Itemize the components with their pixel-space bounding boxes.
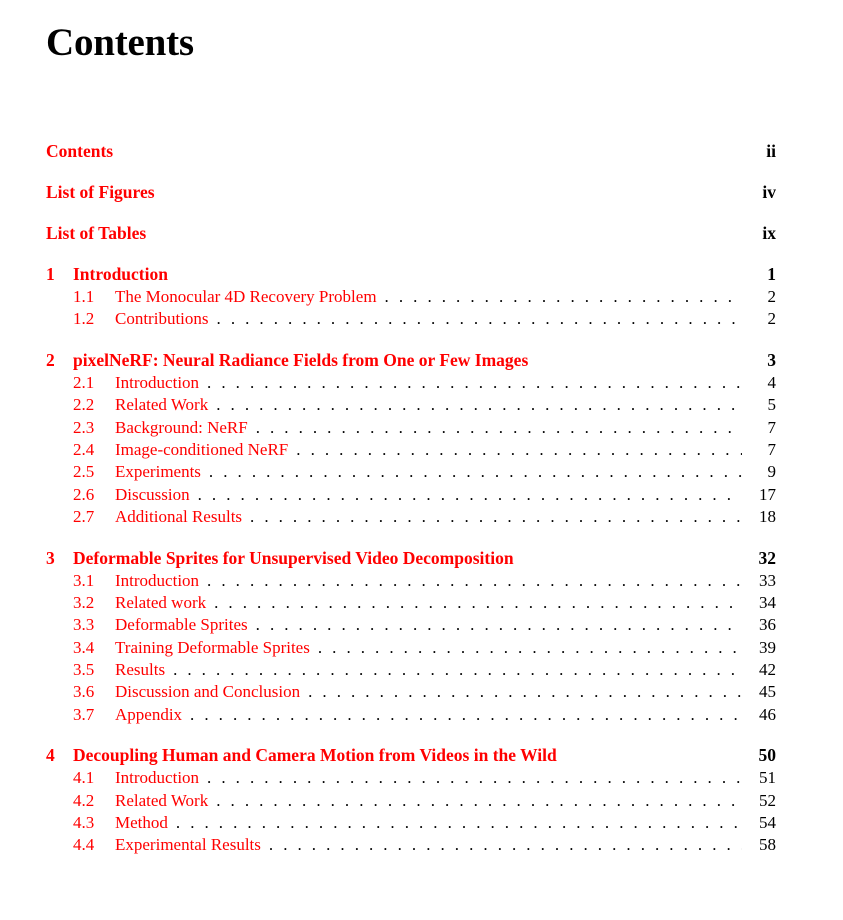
section-number[interactable]: 3.5 (73, 660, 95, 680)
toc-section-entry[interactable] (46, 637, 776, 659)
toc-chapter-entry[interactable] (46, 263, 776, 286)
chapter-number[interactable]: 3 (46, 547, 55, 568)
section-page-number[interactable]: 45 (759, 682, 776, 702)
chapter-number[interactable]: 2 (46, 349, 55, 370)
chapter-block (46, 263, 776, 331)
section-title-link[interactable]: Appendix (115, 704, 183, 724)
section-page-number[interactable]: 2 (767, 287, 776, 306)
section-number[interactable]: 4.3 (73, 813, 95, 833)
section-title-link[interactable]: Introduction (115, 570, 200, 590)
section-title-link[interactable]: Related work (115, 592, 207, 612)
dot-leader (176, 812, 742, 834)
section-page-number[interactable]: 39 (759, 637, 776, 657)
section-title-link[interactable]: Discussion (115, 484, 190, 504)
dot-leader (269, 834, 742, 856)
section-number[interactable]: 3.6 (73, 682, 95, 702)
section-page-number[interactable]: 46 (759, 704, 776, 724)
dot-leader (385, 286, 742, 308)
chapter-block (46, 349, 776, 529)
dot-leader (207, 372, 742, 394)
toc-section-entry[interactable] (46, 812, 776, 834)
section-number[interactable]: 2.5 (73, 462, 95, 482)
section-number[interactable]: 2.6 (73, 484, 95, 504)
chapter-number[interactable]: 4 (46, 745, 55, 766)
toc-section-entry[interactable] (46, 570, 776, 592)
toc-page-number[interactable]: iv (762, 182, 776, 202)
chapter-title-link[interactable]: Decoupling Human and Camera Motion from Videos in the Wild (73, 745, 557, 766)
chapter-title-link[interactable]: Deformable Sprites for Unsupervised Video Decomposition (73, 547, 514, 568)
section-page-number[interactable]: 36 (759, 615, 776, 635)
toc-section-entry[interactable] (46, 592, 776, 614)
dot-leader (256, 614, 742, 636)
chapter-page-number[interactable]: 32 (758, 547, 776, 568)
toc-section-entry[interactable] (46, 372, 776, 394)
table-of-contents (46, 140, 776, 857)
section-number[interactable]: 2.2 (73, 395, 95, 415)
section-title-link[interactable]: Experimental Results (115, 835, 261, 855)
section-number[interactable]: 2.1 (73, 372, 95, 392)
section-title-link[interactable]: Introduction (115, 768, 200, 788)
toc-section-entry[interactable] (46, 394, 776, 416)
page-title: Contents (46, 21, 194, 64)
chapter-block (46, 744, 776, 857)
section-title-link[interactable]: Training Deformable Sprites (115, 637, 310, 657)
section-page-number[interactable]: 9 (767, 462, 776, 482)
section-title-link[interactable]: Method (115, 813, 168, 833)
section-page-number[interactable]: 58 (759, 835, 776, 855)
dot-leader (207, 767, 742, 789)
section-page-number[interactable]: 33 (759, 570, 776, 590)
section-title-link[interactable]: Experiments (115, 462, 201, 482)
dot-leader (308, 681, 742, 703)
toc-front-entry[interactable] (46, 140, 776, 163)
section-number[interactable]: 3.1 (73, 570, 95, 590)
dot-leader (250, 506, 742, 528)
section-page-number[interactable]: 17 (759, 484, 776, 504)
section-number[interactable]: 3.3 (73, 615, 95, 635)
section-page-number[interactable]: 54 (759, 813, 776, 833)
dot-leader (214, 592, 742, 614)
section-title-link[interactable]: Background: NeRF (115, 417, 248, 437)
front-matter-list (46, 140, 776, 245)
toc-front-entry[interactable] (46, 181, 776, 204)
toc-section-entry[interactable] (46, 704, 776, 726)
section-page-number[interactable]: 2 (767, 309, 776, 329)
section-number[interactable]: 4.4 (73, 835, 95, 855)
chapter-page-number[interactable]: 1 (767, 264, 776, 284)
section-number[interactable]: 1.1 (73, 287, 95, 306)
toc-section-entry[interactable] (46, 484, 776, 506)
toc-page-number[interactable]: ii (766, 141, 776, 161)
section-number[interactable]: 2.3 (73, 417, 95, 437)
section-page-number[interactable]: 34 (759, 592, 776, 612)
section-page-number[interactable]: 52 (759, 790, 776, 810)
section-page-number[interactable]: 5 (767, 395, 776, 415)
toc-entry-title-link[interactable]: Contents (46, 141, 114, 161)
dot-leader (217, 308, 742, 330)
toc-section-entry[interactable] (46, 681, 776, 703)
section-title-link[interactable]: Related Work (115, 790, 209, 810)
chapter-number[interactable]: 1 (46, 264, 55, 284)
dot-leader (209, 461, 742, 483)
toc-section-entry[interactable] (46, 506, 776, 528)
toc-section-entry[interactable] (46, 790, 776, 812)
chapter-title-link[interactable]: Introduction (73, 264, 168, 284)
section-number[interactable]: 2.7 (73, 507, 95, 527)
section-number[interactable]: 3.4 (73, 637, 95, 657)
section-page-number[interactable]: 51 (759, 768, 776, 788)
section-title-link[interactable]: Results (115, 660, 166, 680)
section-number[interactable]: 3.7 (73, 704, 95, 724)
chapter-list (46, 263, 776, 857)
section-title-link[interactable]: Deformable Sprites (115, 615, 248, 635)
toc-section-entry[interactable] (46, 614, 776, 636)
dot-leader (216, 790, 742, 812)
toc-page-number[interactable]: ix (762, 223, 776, 243)
toc-front-entry[interactable] (46, 222, 776, 245)
section-number[interactable]: 3.2 (73, 592, 95, 612)
toc-section-entry[interactable] (46, 286, 776, 308)
section-page-number[interactable]: 4 (767, 372, 776, 392)
section-number[interactable]: 4.1 (73, 768, 95, 788)
section-title-link[interactable]: The Monocular 4D Recovery Problem (115, 287, 377, 306)
toc-section-entry[interactable] (46, 659, 776, 681)
toc-section-entry[interactable] (46, 308, 776, 330)
toc-section-entry[interactable] (46, 834, 776, 856)
dot-leader (173, 659, 742, 681)
dot-leader (318, 637, 742, 659)
dot-leader (256, 417, 742, 439)
toc-section-entry[interactable] (46, 767, 776, 789)
section-page-number[interactable]: 7 (767, 439, 776, 459)
section-title-link[interactable]: Contributions (115, 309, 209, 329)
dot-leader (198, 484, 742, 506)
chapter-page-number[interactable]: 3 (767, 349, 776, 370)
toc-chapter-entry[interactable] (46, 744, 776, 767)
toc-chapter-entry[interactable] (46, 547, 776, 570)
section-title-link[interactable]: Introduction (115, 372, 200, 392)
section-title-link[interactable]: Image-conditioned NeRF (115, 439, 289, 459)
section-number[interactable]: 4.2 (73, 790, 95, 810)
section-title-link[interactable]: Discussion and Conclusion (115, 682, 301, 702)
section-number[interactable]: 2.4 (73, 439, 95, 459)
toc-section-entry[interactable] (46, 417, 776, 439)
section-page-number[interactable]: 7 (767, 417, 776, 437)
section-page-number[interactable]: 18 (759, 507, 776, 527)
dot-leader (296, 439, 742, 461)
toc-section-entry[interactable] (46, 439, 776, 461)
section-title-link[interactable]: Additional Results (115, 507, 243, 527)
toc-chapter-entry[interactable] (46, 349, 776, 372)
section-number[interactable]: 1.2 (73, 309, 95, 329)
toc-entry-title-link[interactable]: List of Tables (46, 223, 147, 243)
toc-section-entry[interactable] (46, 461, 776, 483)
dot-leader (216, 394, 742, 416)
chapter-title-link[interactable]: pixelNeRF: Neural Radiance Fields from One or Few Images (73, 349, 529, 370)
dot-leader (207, 570, 742, 592)
section-page-number[interactable]: 42 (759, 660, 776, 680)
section-title-link[interactable]: Related Work (115, 395, 209, 415)
dot-leader (190, 704, 742, 726)
chapter-block (46, 547, 776, 727)
toc-entry-title-link[interactable]: List of Figures (46, 182, 155, 202)
chapter-page-number[interactable]: 50 (758, 745, 776, 766)
